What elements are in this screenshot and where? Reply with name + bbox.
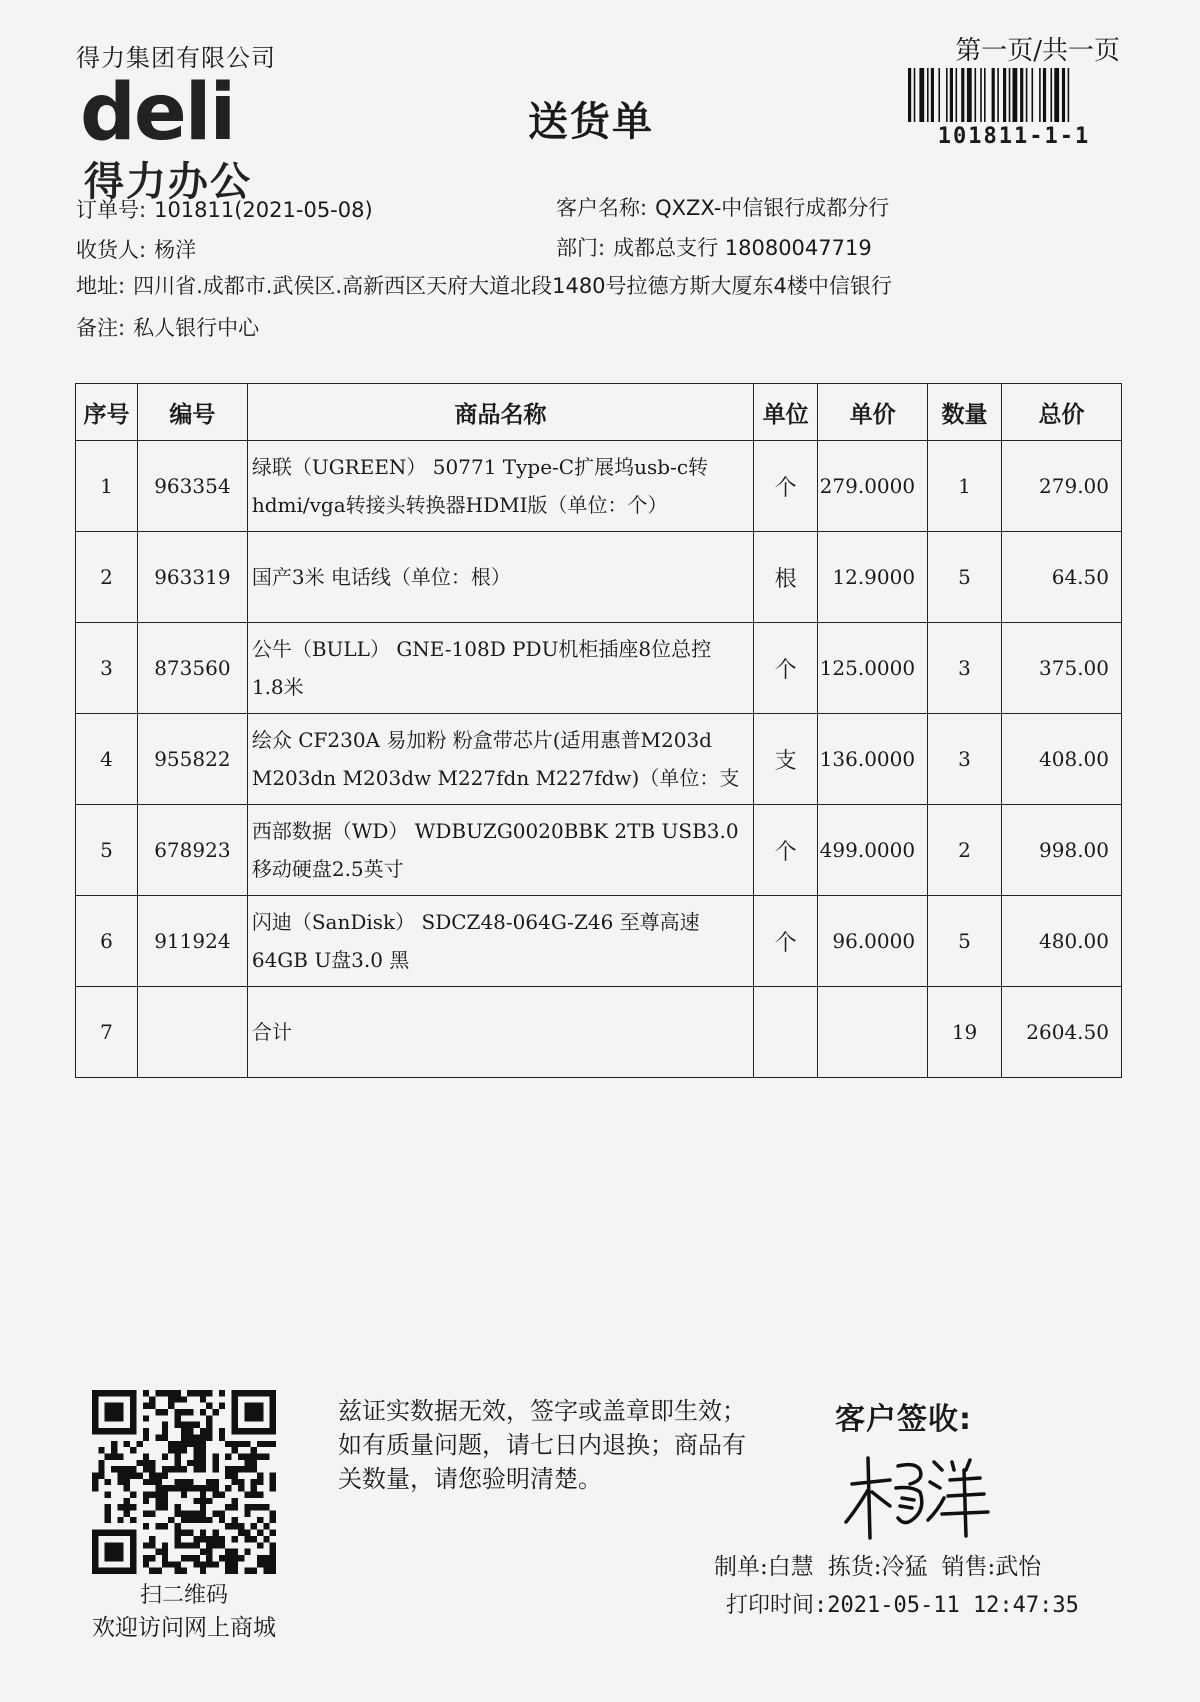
cell-seq: 6 (76, 896, 138, 987)
cell-code: 678923 (137, 805, 247, 896)
document-title: 送货单 (528, 99, 654, 145)
table-row-total (76, 987, 1122, 1078)
col-header-seq: 序号 (76, 384, 138, 441)
customer-sign-title: 客户签收: (835, 1402, 972, 1437)
cell-unit: 个 (754, 896, 818, 987)
address-label: 地址: (76, 274, 126, 298)
customer-name (556, 192, 889, 222)
address (76, 270, 892, 300)
cell-unit: 支 (754, 714, 818, 805)
cell-total: 480.00 (1001, 896, 1121, 987)
col-header-code: 编号 (137, 384, 247, 441)
name-line: 绘众 CF230A 易加粉 粉盒带芯片(适用惠普M203d (251, 728, 712, 752)
table-row (76, 805, 1122, 896)
handwritten-signature (838, 1440, 998, 1550)
dept-value: 成都总支行 18080047719 (613, 236, 872, 260)
cell-total: 279.00 (1001, 441, 1121, 532)
cell-seq: 4 (76, 714, 138, 805)
maker: 制单:白慧 (714, 1554, 814, 1580)
cell-qty: 5 (928, 532, 1002, 623)
cell-code (137, 987, 247, 1078)
picker: 拣货:冷猛 (827, 1554, 928, 1580)
cell-seq: 1 (76, 441, 138, 532)
name-line: hdmi/vga转接头转换器HDMI版（单位：个） (251, 493, 668, 517)
cell-price: 499.0000 (818, 805, 928, 896)
col-header-price: 单价 (818, 384, 928, 441)
cell-price: 96.0000 (818, 896, 928, 987)
address-value: 四川省.成都市.武侯区.高新西区天府大道北段1480号拉德方斯大厦东4楼中信银行 (133, 274, 892, 298)
cell-unit: 根 (754, 532, 818, 623)
department (556, 232, 872, 262)
name-line: 1.8米 (251, 675, 304, 699)
order-value: 101811(2021-05-08) (154, 198, 373, 222)
cell-seq: 5 (76, 805, 138, 896)
deli-logo: deli (80, 68, 235, 158)
cell-name (247, 714, 753, 805)
cell-price: 136.0000 (818, 714, 928, 805)
name-line: 西部数据（WD） WDBUZG0020BBK 2TB USB3.0 (251, 819, 739, 843)
cell-total: 408.00 (1001, 714, 1121, 805)
validity-notice: 兹证实数据无效，签字或盖章即生效；如有质量问题，请七日内退换；商品有关数量，请您验明清楚。 (338, 1397, 746, 1493)
qr-subcaption: 欢迎访问网上商城 (92, 1615, 276, 1641)
name-line: M203dn M203dw M227fdn M227fdw)（单位：支 (251, 766, 740, 790)
receiver-label: 收货人: (76, 238, 147, 262)
customer-label: 客户名称: (556, 196, 648, 220)
name-line: 公牛（BULL） GNE-108D PDU机柜插座8位总控 (251, 637, 712, 661)
cell-price: 12.9000 (818, 532, 928, 623)
cell-qty: 3 (928, 714, 1002, 805)
cell-code: 955822 (137, 714, 247, 805)
remark-label: 备注: (76, 316, 126, 340)
cell-name (247, 441, 753, 532)
cell-qty: 2 (928, 805, 1002, 896)
cell-qty: 3 (928, 623, 1002, 714)
name-line: 移动硬盘2.5英寸 (251, 857, 404, 881)
cell-unit: 个 (754, 441, 818, 532)
dept-label: 部门: (556, 236, 606, 260)
name-line: 闪迪（SanDisk） SDCZ48-064G-Z46 至尊高速 (251, 910, 700, 934)
cell-code: 963354 (137, 441, 247, 532)
cell-unit: 个 (754, 623, 818, 714)
cell-code: 911924 (137, 896, 247, 987)
barcode (906, 68, 1122, 122)
qr-code-icon[interactable] (92, 1390, 276, 1574)
table-row (76, 623, 1122, 714)
cell-price (818, 987, 928, 1078)
cell-name (247, 623, 753, 714)
qr-caption: 扫二维码 (139, 1583, 228, 1608)
cell-unit (754, 987, 818, 1078)
cell-total: 375.00 (1001, 623, 1121, 714)
table-row (76, 714, 1122, 805)
cell-qty: 5 (928, 896, 1002, 987)
staff-line (714, 1548, 1055, 1581)
cell-seq: 3 (76, 623, 138, 714)
cell-total: 998.00 (1001, 805, 1121, 896)
col-header-total: 总价 (1001, 384, 1121, 441)
name-line: 国产3米 电话线（单位：根） (251, 565, 511, 589)
cell-price: 125.0000 (818, 623, 928, 714)
name-line: 64GB U盘3.0 黑 (251, 948, 410, 972)
receiver-value: 杨洋 (154, 238, 197, 262)
order-label: 订单号: (76, 198, 147, 222)
total-label: 合计 (251, 1020, 292, 1044)
items-table (75, 383, 1122, 1078)
receiver (76, 234, 196, 264)
table-row (76, 441, 1122, 532)
table-row (76, 532, 1122, 623)
remark (76, 312, 259, 342)
cell-code: 963319 (137, 532, 247, 623)
cell-total: 2604.50 (1001, 987, 1121, 1078)
col-header-qty: 数量 (928, 384, 1002, 441)
cell-name (247, 805, 753, 896)
cell-seq: 7 (76, 987, 138, 1078)
table-row (76, 896, 1122, 987)
col-header-name: 商品名称 (247, 384, 753, 441)
table-header-row (76, 384, 1122, 441)
deli-logo-chinese: 得力办公 (84, 159, 252, 205)
cell-seq: 2 (76, 532, 138, 623)
order-number (76, 194, 373, 224)
cell-name (247, 987, 753, 1078)
sales: 销售:武怡 (941, 1554, 1042, 1580)
cell-name (247, 532, 753, 623)
page-indicator: 第一页/共一页 (955, 36, 1120, 66)
remark-value: 私人银行中心 (133, 316, 260, 340)
cell-qty: 1 (928, 441, 1002, 532)
print-time: 打印时间:2021-05-11 12:47:35 (726, 1593, 1079, 1618)
cell-code: 873560 (137, 623, 247, 714)
cell-price: 279.0000 (818, 441, 928, 532)
cell-name (247, 896, 753, 987)
customer-value: QXZX-中信银行成都分行 (655, 196, 890, 220)
cell-total: 64.50 (1001, 532, 1121, 623)
cell-qty: 19 (928, 987, 1002, 1078)
company-name: 得力集团有限公司 (76, 44, 276, 72)
cell-unit: 个 (754, 805, 818, 896)
col-header-unit: 单位 (754, 384, 818, 441)
barcode-number: 101811-1-1 (937, 124, 1091, 149)
name-line: 绿联（UGREEN） 50771 Type-C扩展坞usb-c转 (251, 455, 709, 479)
